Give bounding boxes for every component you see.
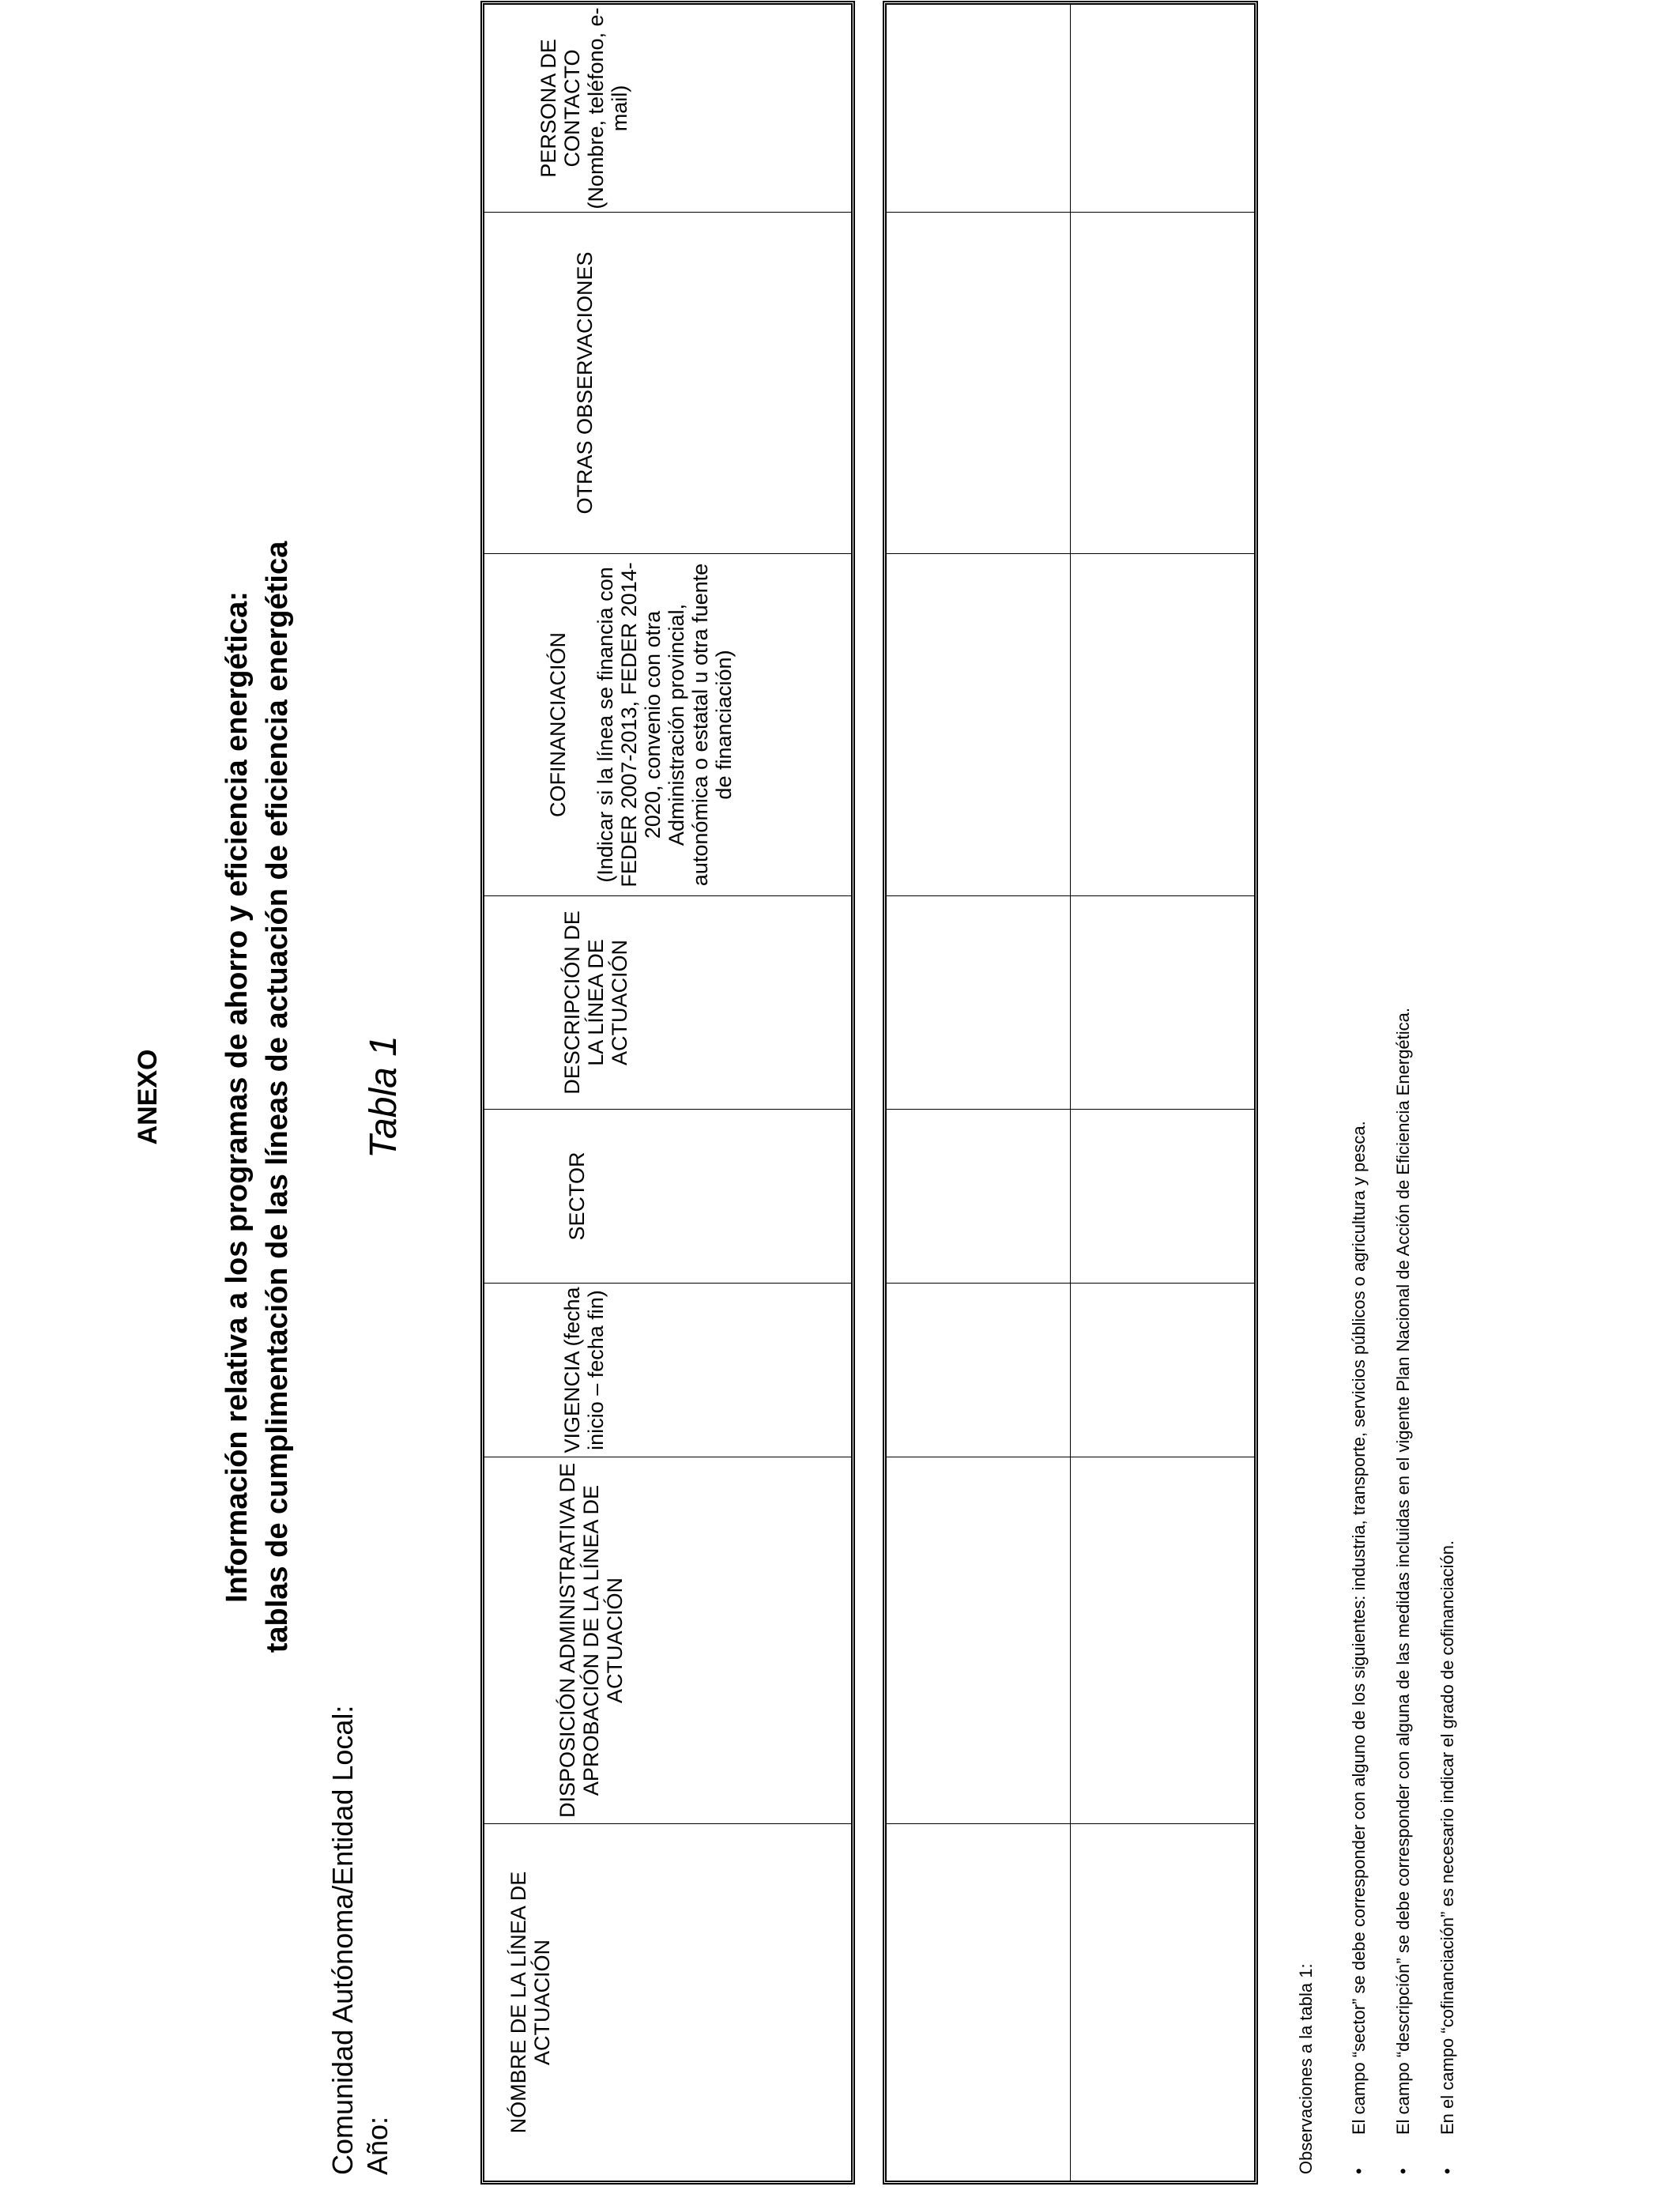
table-cell[interactable] xyxy=(1071,1457,1254,1823)
header-sector-label: SECTOR xyxy=(565,1152,589,1241)
year-label: Año: xyxy=(361,2116,394,2175)
header-cofinanciacion-label: COFINANCIACIÓN xyxy=(546,632,570,818)
table-cell[interactable] xyxy=(887,895,1071,1109)
document-title xyxy=(217,0,298,2194)
header-observaciones-label: OTRAS OBSERVACIONES xyxy=(573,251,597,515)
header-cell-nombre xyxy=(484,1823,851,2181)
observations-title: Observaciones a la tabla 1: xyxy=(1296,1963,1316,2174)
table-cell[interactable] xyxy=(887,1457,1071,1823)
table-header-row xyxy=(484,5,851,2181)
observation-item-sector xyxy=(1348,1008,1392,2174)
document-title-line-2: tablas de cumplimentación de las líneas de actuación de eficiencia energética xyxy=(261,541,294,1653)
observation-item-descripcion xyxy=(1392,1008,1437,2174)
region-label: Comunidad Autónoma/Entidad Local: xyxy=(326,1705,359,2175)
table-cell[interactable] xyxy=(887,212,1071,553)
header-cell-vigencia xyxy=(484,1283,851,1457)
observations-block xyxy=(1296,1008,1481,2174)
table-cell[interactable] xyxy=(887,1109,1071,1283)
header-cell-cofinanciacion xyxy=(484,553,851,895)
table-cell[interactable] xyxy=(887,1823,1071,2181)
table-cell[interactable] xyxy=(1071,1283,1254,1457)
header-cell-sector xyxy=(484,1109,851,1283)
table-cell[interactable] xyxy=(887,5,1071,212)
table-title: Tabla 1 xyxy=(363,1035,405,1159)
header-vigencia-label: VIGENCIA (fecha inicio – fecha fin) xyxy=(560,1287,608,1453)
observation-text: El campo “descripción” se debe corresponder con alguna de las medidas incluidas en el vigente Plan Nacional de Acción de Eficiencia Energética. xyxy=(1393,1008,1413,2135)
observation-item-cofinanciacion xyxy=(1437,1008,1481,2174)
table-cell[interactable] xyxy=(887,553,1071,895)
header-cell-descripcion xyxy=(484,895,851,1109)
table-row xyxy=(887,5,1071,2181)
header-cell-contacto xyxy=(484,5,851,212)
annex-title: ANEXO xyxy=(133,1049,163,1145)
header-nombre-label: NÓMBRE DE LA LÍNEA DE ACTUACIÓN xyxy=(507,1871,554,2134)
bullet-icon: • xyxy=(1349,2168,1369,2174)
table-cell[interactable] xyxy=(1071,895,1254,1109)
table-body-block xyxy=(883,1,1258,2185)
header-cell-disposicion xyxy=(484,1457,851,1823)
header-cell-observaciones xyxy=(484,212,851,553)
bullet-icon: • xyxy=(1393,2168,1413,2174)
header-cofinanciacion-note: (Indicar si la línea se financia con FEDER 2007-2013, FEDER 2014-2020, convenio con otra Administración provincial, autonómica o estatal u otra fuente de financiación) xyxy=(593,562,736,888)
observation-text: El campo “sector” se debe corresponder con alguno de los siguientes: industria, transporte, servicios públicos o agricultura y pesca. xyxy=(1349,1121,1369,2135)
table-cell[interactable] xyxy=(1071,553,1254,895)
table-cell[interactable] xyxy=(1071,1109,1254,1283)
document-title-line-1: Información relativa a los programas de ahorro y eficiencia energética: xyxy=(220,591,254,1603)
header-contacto-label: PERSONA DE CONTACTO (Nombre, teléfono, e-mail) xyxy=(537,7,631,209)
header-disposicion-label: DISPOSICIÓN ADMINISTRATIVA DE APROBACIÓN DE LA LÍNEA DE ACTUACIÓN xyxy=(556,1462,627,1819)
table-cell[interactable] xyxy=(1071,5,1254,212)
table-row xyxy=(1071,5,1254,2181)
table-cell[interactable] xyxy=(887,1283,1071,1457)
bullet-icon: • xyxy=(1437,2168,1457,2174)
table-header-block xyxy=(480,1,855,2185)
header-descripcion-label: DESCRIPCIÓN DE LA LÍNEA DE ACTUACIÓN xyxy=(560,910,631,1095)
table-cell[interactable] xyxy=(1071,1823,1254,2181)
observation-text: En el campo “cofinanciación” es necesario indicar el grado de cofinanciación. xyxy=(1437,1540,1457,2135)
table-cell[interactable] xyxy=(1071,212,1254,553)
